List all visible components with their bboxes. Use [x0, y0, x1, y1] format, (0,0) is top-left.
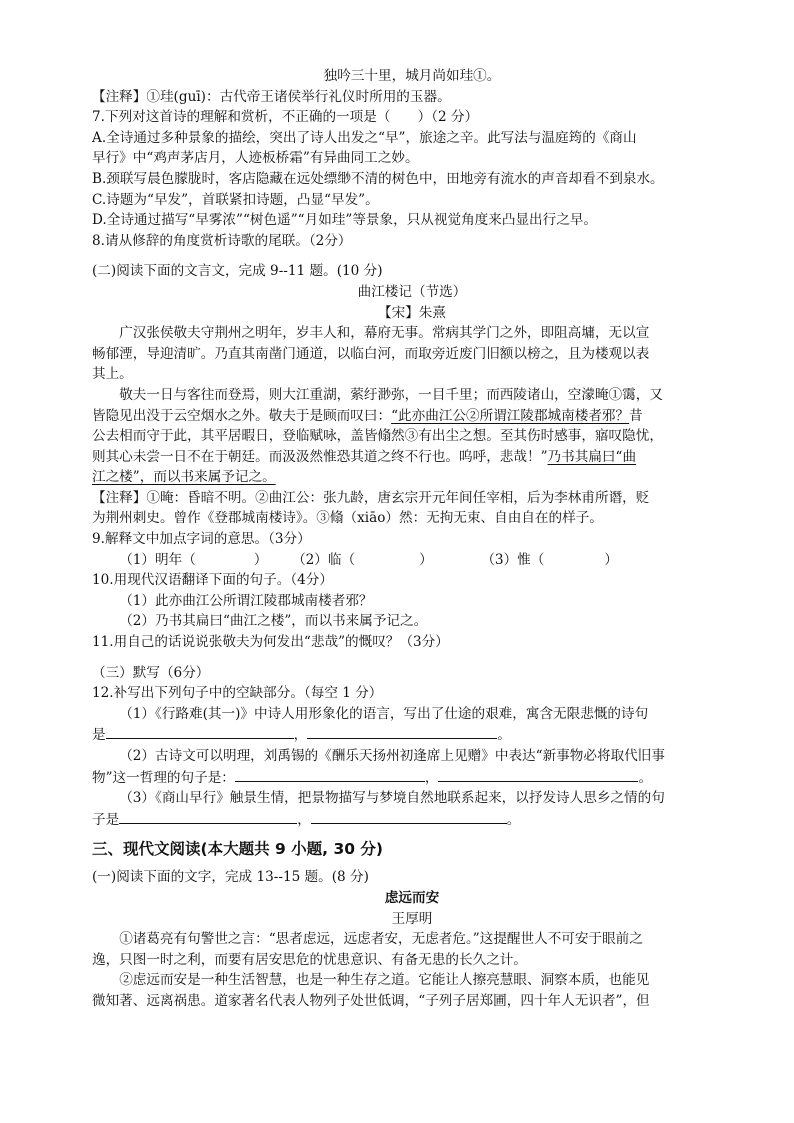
modern-p2-line2: 微知著、远离祸患。道家著名代表人物列子处世低调，“子列子居郑圃，四十年人无识者”，但	[92, 992, 650, 1009]
q12-item-1-blanks: 是 ， 。	[92, 724, 732, 746]
q9-item-1: （1）明年（	[119, 551, 196, 568]
passage-author: 【宋】朱熹	[378, 304, 446, 321]
passage-p1-line2: 畅郁湮，导迎清旷。乃直其南凿门通道，以临白河，而取旁近废门旧额以榜之，且为楼观以表	[92, 345, 650, 362]
answer-blank[interactable]	[119, 809, 297, 824]
q9-stem: 9.解释文中加点字词的意思。（3分）	[92, 531, 311, 548]
q7-option-b: B.颈联写晨色朦胧时，客店隐藏在远处缥缈不清的树色中，田地旁有流水的声音却看不到泉水。	[92, 170, 664, 187]
poem-note: 【注释】①珪(guī)：古代帝王诸侯举行礼仪时所用的玉器。	[92, 88, 451, 105]
passage-p2-line1: 敬夫一日与客往而登焉，则大江重湖，萦纡渺弥，一目千里；而西陵诸山，空濛晻①霭，又	[119, 386, 663, 403]
q9-items: （1）明年（ ） （2）临（ ） （3）惟（ ）	[119, 551, 618, 568]
q7-option-d: D.全诗通过描写“早雾浓”“树色遥”“月如珪”等景象，只从视觉角度来凸显出行之早。	[92, 212, 598, 229]
answer-blank[interactable]	[438, 767, 638, 782]
q10-sentence-2: （2）乃书其扁曰“曲江之楼”，而以书来属予记之。	[119, 613, 428, 630]
q10-stem: 10.用现代汉语翻译下面的句子。（4分）	[92, 572, 333, 589]
part2-header: (二)阅读下面的文言文，完成 9--11 题。(10 分)	[92, 263, 383, 280]
modern-author: 王厚明	[391, 910, 433, 927]
q12-item-1: （1）《行路难(其一)》中诗人用形象化的语言，写出了仕途的艰难，寓含无限悲慨的诗句	[119, 705, 649, 722]
passage-title: 曲江楼记（节选）	[357, 283, 467, 300]
modern-p1-line1: ①诸葛亮有句警世之言：“思者虑远，远虑者安，无虑者危。”这提醒世人不可安于眼前之	[119, 931, 643, 948]
passage-p2-line3: 公去相而守于此，其平居暇日，登临赋咏，盖皆翛然③有出尘之想。至其伤时感事，寤叹隐忧，	[92, 428, 663, 445]
underlined-sentence-2-cont: 江之楼”，而以书来属予记之。	[92, 469, 276, 486]
passage-p2-line2: 皆隐见出没于云空烟水之外。敬夫于是顾而叹曰：“此亦曲江公②所谓江陵郡城南楼者邪？昔	[92, 407, 643, 424]
q7-option-c: C.诗题为“早发”，首联紧扣诗题，凸显“早发”。	[92, 191, 379, 208]
modern-p1-line2: 逸，只图一时之利，而要有居安思危的忧患意识、有备无患的长久之计。	[92, 951, 527, 968]
poem-last-line: 独吟三十里，城月尚如珪①。	[323, 68, 501, 84]
q11-stem: 11.用自己的话说说张敬夫为何发出“悲哉”的慨叹？（3分）	[92, 634, 449, 651]
answer-blank[interactable]	[235, 767, 425, 782]
underlined-sentence-2: 乃书其扁曰“曲	[547, 448, 637, 465]
q9-item-3: （3）惟（	[481, 551, 545, 568]
passage-note-line1: 【注释】①晻：昏暗不明。②曲江公：张九龄，唐玄宗开元年间任宰相，后为李林甫所谮，贬	[92, 489, 650, 506]
modern-p2-line1: ②虑远而安是一种生活智慧，也是一种生存之道。它能让人擦亮慧眼、洞察本质，也能见	[119, 972, 650, 989]
modern-title: 虑远而安	[384, 889, 440, 906]
q7-stem: 7.下列对这首诗的理解和赏析，不正确的一项是（ ）（2 分）	[92, 109, 479, 126]
q7-option-a-cont: 早行》中“鸡声茅店月，人迹板桥霜”有异曲同工之妙。	[92, 150, 419, 167]
q8-stem: 8.请从修辞的角度赏析诗歌的尾联。（2分）	[92, 232, 352, 249]
passage-p1-line1: 广汉张侯敬夫守荆州之明年，岁丰人和，幕府无事。常病其学门之外，即阻高墉，无以宣	[119, 325, 650, 342]
q12-item-3: （3）《商山早行》触景生情，把景物描写与梦境自然地联系起来，以抒发诗人思乡之情的句	[119, 790, 665, 807]
q12-item-2: （2）古诗文可以明理，刘禹锡的《酬乐天扬州初逢席上见赠》中表达“新事物必将取代旧事	[119, 748, 665, 764]
passage-p1-line3: 其上。	[92, 366, 133, 383]
q10-sentence-1: （1）此亦曲江公所谓江陵郡城南楼者邪？	[119, 592, 373, 609]
answer-blank[interactable]	[311, 809, 507, 824]
q12-item-3-blanks: 子是 ， 。	[92, 809, 732, 831]
passage-note-line2: 为荆州刺史。曾作《登郡城南楼诗》。③翛（xiāo）然：无拘无束、自由自在的样子。	[92, 510, 603, 527]
passage-p2-line4: 则其心未尝一日不在于朝廷。而汲汲然惟恐其道之终不行也。呜呼，悲哉！”乃书其扁曰“曲	[92, 448, 637, 465]
q7-option-a: A.全诗通过多种景象的描绘，突出了诗人出发之“早”，旅途之辛。此写法与温庭筠的《商山	[92, 129, 637, 146]
section-3-heading: 三、现代文阅读(本大题共 9 小题, 30 分)	[92, 840, 383, 859]
underlined-sentence-1: “此亦曲江公②所谓江陵郡城南楼者邪？	[391, 407, 630, 424]
q12-stem: 12.补写出下列句子中的空缺部分。（每空 1 分）	[92, 685, 383, 702]
passage-p2-line5	[92, 467, 732, 488]
answer-blank[interactable]	[106, 724, 294, 739]
answer-blank[interactable]	[307, 724, 497, 739]
part3-header: （三）默写（6分）	[92, 664, 210, 681]
q9-item-2: （2）临（	[292, 551, 356, 568]
q12-item-2-blanks: 物”这一哲理的句子是： ， 。	[92, 767, 732, 789]
modern-header: (一)阅读下面的文字，完成 13--15 题。(8 分)	[92, 869, 369, 886]
exam-page	[92, 66, 732, 1012]
